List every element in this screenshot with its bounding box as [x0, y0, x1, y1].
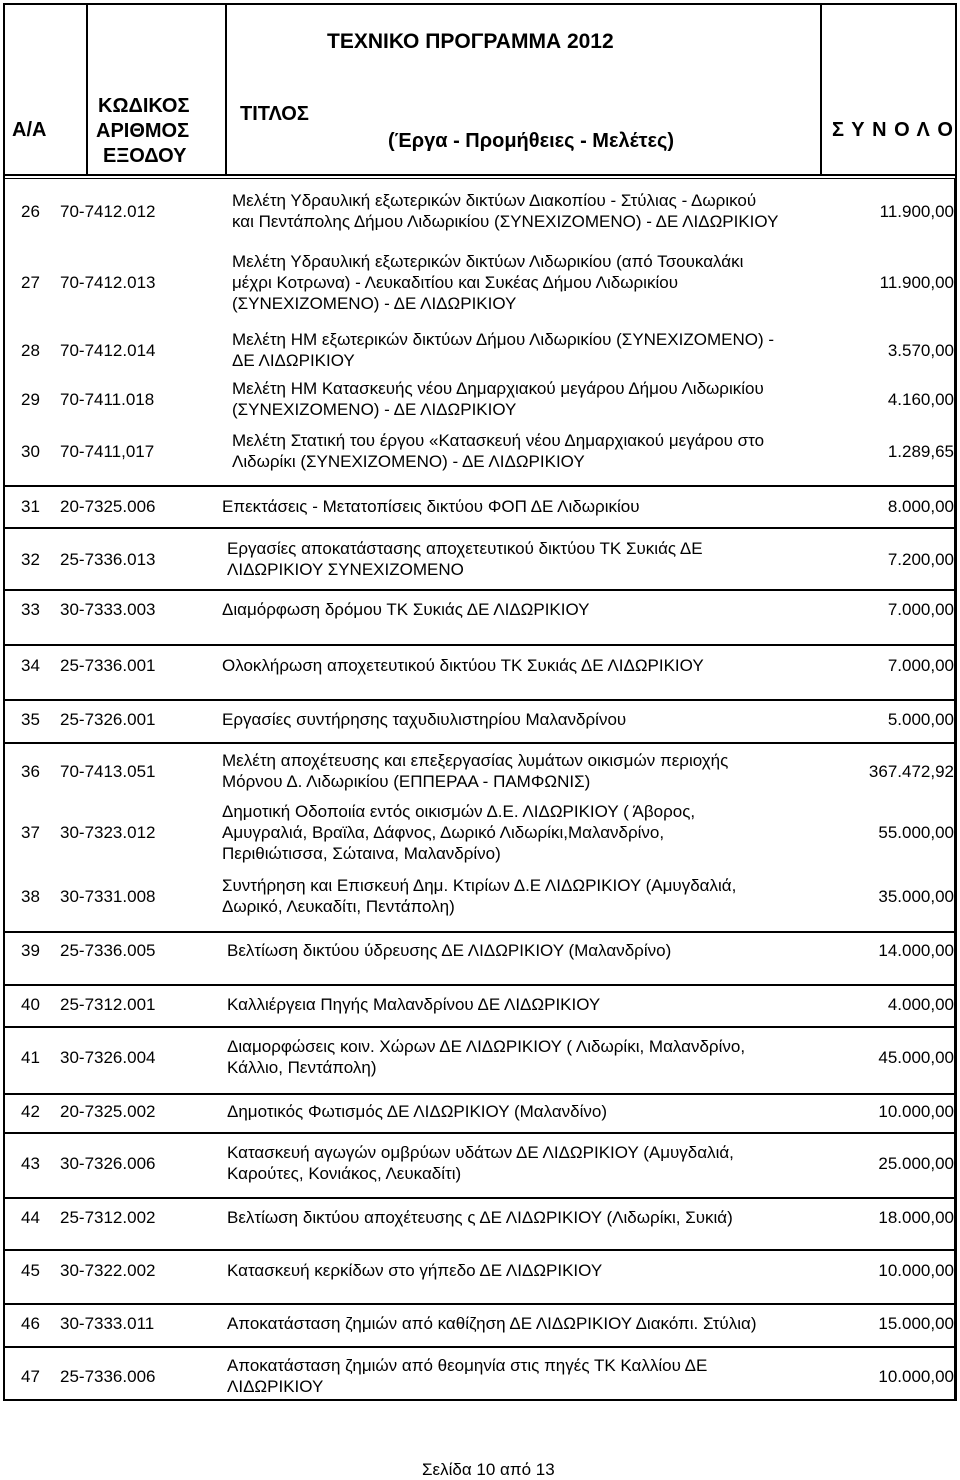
row-title-line: Μελέτη ΗΜ Κατασκευής νέου Δημαρχιακού μεγάρου Δήμου Λιδωρικίου [232, 379, 764, 398]
row-amount: 7.000,00 [887, 600, 954, 619]
row-amount: 7.200,00 [887, 549, 954, 569]
row-amount: 18.000,00 [878, 1208, 954, 1227]
row-amount: 45.000,00 [878, 1047, 954, 1067]
header-title-line1: ΤΙΤΛΟΣ [240, 103, 309, 125]
header-divider [86, 3, 88, 174]
row-title [227, 1313, 827, 1334]
header-title-line2: (Έργα - Προμήθειες - Μελέτες) [388, 130, 675, 152]
row-code: 30-7322.002 [60, 1261, 156, 1280]
row-amount: 367.472,92 [868, 761, 954, 781]
header-code-line3: ΕΞΟΔΟΥ [103, 145, 187, 167]
table-row [5, 655, 954, 676]
header-divider [225, 3, 227, 174]
header-total: Σ Υ Ν Ο Λ Ο [832, 119, 954, 141]
row-title-line: Διαμορφώσεις κοιν. Χώρων ΔΕ ΛΙΔΩΡΙΚΙΟΥ ( Λιδωρίκι, Μαλανδρίνο, [227, 1037, 746, 1056]
row-title-line: Λιδωρίκι (ΣΥΝΕΧΙΖΟΜΕΝΟ) - ΔΕ ΛΙΔΩΡΙΚΙΟΥ [232, 452, 585, 471]
row-title-line: Βελτίωση δικτύου ύδρευσης ΔΕ ΛΙΔΩΡΙΚΙΟΥ (Μαλανδρίνο) [227, 941, 672, 960]
row-number: 44 [21, 1208, 40, 1227]
row-title-line: Κάλλιο, Πεντάπολη) [227, 1058, 377, 1077]
row-amount: 14.000,00 [878, 941, 954, 960]
table-row [5, 329, 954, 371]
row-number: 46 [21, 1314, 40, 1333]
row-amount: 5.000,00 [887, 710, 954, 729]
row-number: 36 [21, 761, 40, 781]
table-row [5, 1142, 954, 1184]
table-row [5, 750, 954, 792]
row-number: 34 [21, 656, 40, 675]
row-title [227, 1355, 827, 1397]
row-title [227, 940, 827, 961]
row-code: 70-7412.012 [60, 201, 156, 221]
row-title-line: Ολοκλήρωση αποχετευτικού δικτύου ΤΚ Συκιάς ΔΕ ΛΙΔΩΡΙΚΙΟΥ [222, 656, 704, 675]
header-code-line1: ΚΩΔΙΚΟΣ [98, 95, 190, 117]
row-title [227, 1207, 827, 1228]
row-title-line: Εργασίες αποκατάστασης αποχετευτικού δικτύου ΤΚ Συκιάς ΔΕ [227, 539, 703, 558]
row-title-line: Κατασκευή αγωγών ομβρύων υδάτων ΔΕ ΛΙΔΩΡΙΚΙΟΥ (Αμυγδαλιά, [227, 1143, 734, 1162]
row-code: 25-7312.002 [60, 1208, 156, 1227]
table-row [5, 1036, 954, 1078]
row-amount: 1.289,65 [887, 441, 954, 461]
row-title-line: Αμυγραλιά, Βραϊλα, Δάφνος, Δωρικό Λιδωρίκι,Μαλανδρίνο, [222, 823, 665, 842]
row-title-line: Εργασίες συντήρησης ταχυδιυλιστηρίου Μαλανδρίνου [222, 710, 627, 729]
table-row [5, 1207, 954, 1228]
row-title-line: ΛΙΔΩΡΙΚΙΟΥ [227, 1377, 324, 1396]
row-title-line: Αποκατάσταση ζημιών από θεομηνία στις πηγές ΤΚ Καλλίου ΔΕ [227, 1356, 708, 1375]
row-title [232, 430, 832, 472]
row-code: 70-7412.014 [60, 340, 156, 360]
table-row [5, 1355, 954, 1397]
row-title-line: ΔΕ ΛΙΔΩΡΙΚΙΟΥ [232, 351, 355, 370]
row-title [232, 190, 832, 232]
table-row [5, 709, 954, 730]
row-title [222, 655, 822, 676]
row-title-line: μέχρι Κοτρωνα) - Λευκαδιτίου και Συκέας Δήμου Λιδωρικίου [232, 273, 678, 292]
table-row [5, 994, 954, 1015]
row-code: 25-7336.005 [60, 941, 156, 960]
row-title [227, 1142, 827, 1184]
row-number: 27 [21, 273, 40, 292]
table-row [5, 251, 954, 314]
row-title-line: Δωρικό, Λευκαδίτι, Πεντάπολη) [222, 897, 455, 916]
header-bottom-rule [3, 174, 957, 176]
row-title [222, 496, 822, 517]
table-row [5, 190, 954, 232]
row-number: 39 [21, 941, 40, 960]
table-row [5, 1260, 954, 1281]
row-number: 32 [21, 549, 40, 569]
table-row [5, 801, 954, 864]
row-amount: 3.570,00 [887, 340, 954, 360]
row-number: 40 [21, 995, 40, 1014]
table-row [5, 1101, 954, 1122]
row-title [232, 378, 832, 420]
row-title-line: Μελέτη Υδραυλική εξωτερικών δικτύων Διακοπίου - Στύλιας - Δωρικού [232, 191, 757, 210]
table-row [5, 599, 954, 620]
row-amount: 7.000,00 [887, 656, 954, 675]
table-row [5, 378, 954, 420]
row-number: 37 [21, 823, 40, 842]
row-amount: 8.000,00 [887, 497, 954, 516]
row-title-line: ΛΙΔΩΡΙΚΙΟΥ ΣΥΝΕΧΙΖΟΜΕΝΟ [227, 560, 464, 579]
row-title-line: Περιθιώτισσα, Σώταινα, Μαλανδρίνο) [222, 844, 501, 863]
row-code: 30-7333.003 [60, 600, 156, 619]
row-amount: 15.000,00 [878, 1314, 954, 1333]
row-amount: 11.900,00 [879, 201, 954, 221]
row-title [227, 994, 827, 1015]
row-code: 25-7336.006 [60, 1366, 156, 1386]
row-title-line: Μελέτη ΗΜ εξωτερικών δικτύων Δήμου Λιδωρικίου (ΣΥΝΕΧΙΖΟΜΕΝΟ) - [232, 330, 774, 349]
row-title [227, 1036, 827, 1078]
row-code: 25-7326.001 [60, 710, 156, 729]
header-code-line2: ΑΡΙΘΜΟΣ [96, 120, 190, 142]
row-title [227, 1101, 827, 1122]
table-row [5, 538, 954, 580]
row-title-line: Βελτίωση δικτύου αποχέτευσης ς ΔΕ ΛΙΔΩΡΙΚΙΟΥ (Λιδωρίκι, Συκιά) [227, 1208, 733, 1227]
row-number: 41 [21, 1047, 40, 1067]
row-title [222, 599, 822, 620]
row-amount: 10.000,00 [878, 1102, 954, 1121]
row-title [222, 750, 822, 792]
row-code: 20-7325.006 [60, 497, 156, 516]
row-amount: 10.000,00 [878, 1261, 954, 1280]
row-title-line: και Πεντάπολης Δήμου Λιδωρικίου (ΣΥΝΕΧΙΖΟΜΕΝΟ) - ΔΕ ΛΙΔΩΡΙΚΙΟΥ [232, 212, 779, 231]
row-title [222, 875, 822, 917]
row-code: 30-7326.006 [60, 1153, 156, 1173]
row-title-line: (ΣΥΝΕΧΙΖΟΜΕΝΟ) - ΔΕ ΛΙΔΩΡΙΚΙΟΥ [232, 294, 517, 313]
row-title-line: Δημοτική Οδοποιία εντός οικισμών Δ.Ε. ΛΙΔΩΡΙΚΙΟΥ ( Άβορος, [222, 802, 696, 821]
table-row [5, 1313, 954, 1334]
row-number: 30 [21, 441, 40, 461]
row-code: 70-7411,017 [60, 441, 155, 461]
row-number: 33 [21, 600, 40, 619]
row-title [232, 329, 832, 371]
header-divider [820, 3, 822, 174]
row-title [227, 538, 827, 580]
row-number: 28 [21, 340, 40, 360]
row-code: 30-7323.012 [60, 823, 156, 842]
row-code: 20-7325.002 [60, 1102, 156, 1121]
row-title-line: Καρούτες, Κονιάκος, Λευκαδίτι) [227, 1164, 462, 1183]
row-number: 26 [21, 201, 40, 221]
row-code: 70-7411.018 [60, 389, 155, 409]
row-title-line: Μελέτη Στατική του έργου «Κατασκευή νέου Δημαρχιακού μεγάρου στο [232, 431, 765, 450]
row-title [227, 1260, 827, 1281]
row-title-line: (ΣΥΝΕΧΙΖΟΜΕΝΟ) - ΔΕ ΛΙΔΩΡΙΚΙΟΥ [232, 400, 517, 419]
row-amount: 4.000,00 [887, 995, 954, 1014]
row-title-line: Μόρνου Δ. Λιδωρικίου (ΕΠΠΕΡΑΑ - ΠΑΜΦΩΝΙΣ) [222, 772, 591, 791]
row-title-line: Μελέτη αποχέτευσης και επεξεργασίας λυμάτων οικισμών περιοχής [222, 751, 729, 770]
row-code: 25-7312.001 [60, 995, 156, 1014]
row-amount: 25.000,00 [878, 1153, 954, 1173]
row-number: 42 [21, 1102, 40, 1121]
row-code: 25-7336.001 [60, 656, 156, 675]
header-aa: Α/Α [12, 119, 47, 141]
row-number: 31 [21, 497, 40, 516]
row-code: 30-7331.008 [60, 886, 156, 906]
row-code: 70-7412.013 [60, 273, 156, 292]
row-title-line: Αποκατάσταση ζημιών από καθίζηση ΔΕ ΛΙΔΩΡΙΚΙΟΥ Διακόπι. Στύλια) [227, 1314, 757, 1333]
row-title-line: Καλλιέργεια Πηγής Μαλανδρίνου ΔΕ ΛΙΔΩΡΙΚΙΟΥ [227, 995, 601, 1014]
table-row [5, 875, 954, 917]
row-number: 35 [21, 710, 40, 729]
row-title-line: Συντήρηση και Επισκευή Δημ. Κτιρίων Δ.Ε ΛΙΔΩΡΙΚΙΟΥ (Αμυγδαλιά, [222, 876, 737, 895]
row-title-line: Διαμόρφωση δρόμου ΤΚ Συκιάς ΔΕ ΛΙΔΩΡΙΚΙΟΥ [222, 600, 590, 619]
row-amount: 11.900,00 [879, 273, 954, 292]
table-row [5, 430, 954, 472]
row-code: 30-7333.011 [60, 1314, 155, 1333]
row-title-line: Επεκτάσεις - Μετατοπίσεις δικτύου ΦΟΠ ΔΕ Λιδωρικίου [222, 497, 640, 516]
row-amount: 10.000,00 [878, 1366, 954, 1386]
row-title-line: Δημοτικός Φωτισμός ΔΕ ΛΙΔΩΡΙΚΙΟΥ (Μαλανδίνο) [227, 1102, 608, 1121]
row-number: 43 [21, 1153, 40, 1173]
row-title [232, 251, 832, 314]
row-title-line: Κατασκευή κερκίδων στο γήπεδο ΔΕ ΛΙΔΩΡΙΚΙΟΥ [227, 1261, 603, 1280]
table-row [5, 496, 954, 517]
row-number: 47 [21, 1366, 40, 1386]
row-title-line: Μελέτη Υδραυλική εξωτερικών δικτύων Λιδωρικίου (από Τσουκαλάκι [232, 252, 744, 271]
row-amount: 4.160,00 [887, 389, 954, 409]
row-number: 38 [21, 886, 40, 906]
row-amount: 55.000,00 [878, 823, 954, 842]
row-amount: 35.000,00 [878, 886, 954, 906]
row-code: 25-7336.013 [60, 549, 156, 569]
row-code: 30-7326.004 [60, 1047, 156, 1067]
table-row [5, 940, 954, 961]
row-title [222, 801, 822, 864]
row-code: 70-7413.051 [60, 761, 156, 781]
row-number: 45 [21, 1261, 40, 1280]
row-number: 29 [21, 389, 40, 409]
row-title [222, 709, 822, 730]
